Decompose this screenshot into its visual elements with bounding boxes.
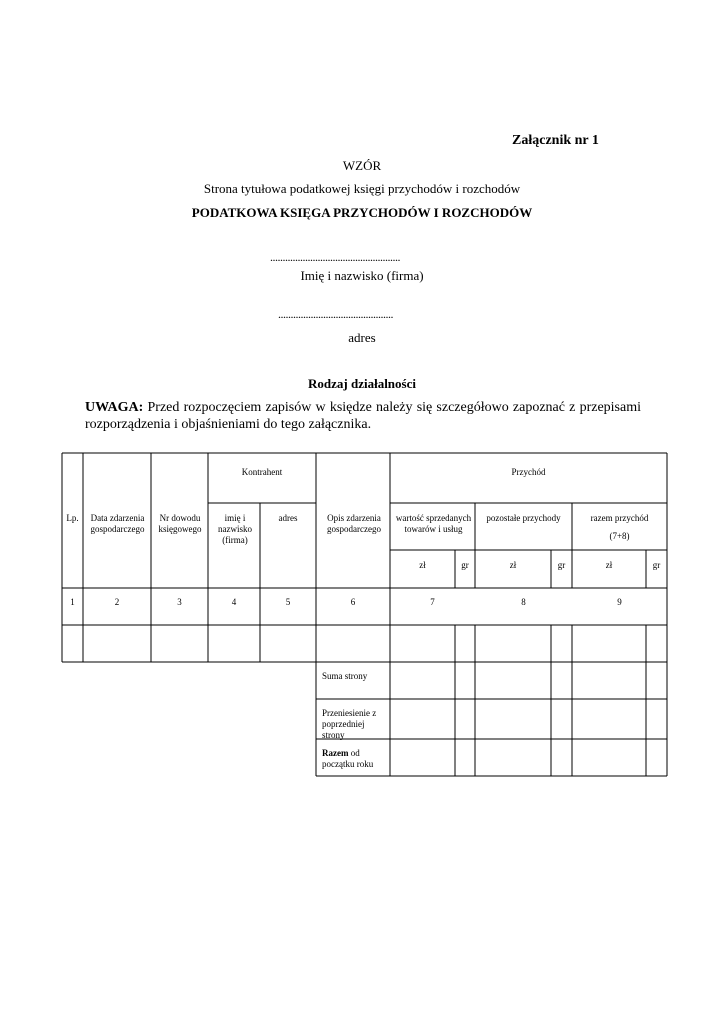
template-label: WZÓR [342, 158, 382, 173]
col-other-income: pozostałe przychody [486, 513, 561, 523]
name-field-line: .................................................... [270, 250, 400, 264]
col-number: 4 [231, 597, 237, 607]
col-number: 5 [285, 597, 291, 607]
name-field-label: Imię i nazwisko (firma) [300, 268, 424, 283]
col-sales-value: wartość sprzedanych towarów i usług [395, 513, 472, 534]
unit-zl: zł [509, 560, 517, 570]
col-contractor-name: imię i nazwisko (firma) [218, 513, 252, 545]
page-subtitle: Strona tytułowa podatkowej księgi przychodów i rozchodów [203, 181, 521, 196]
col-number: 9 [617, 597, 622, 607]
col-number: 2 [114, 597, 120, 607]
col-number: 3 [177, 597, 182, 607]
annex-label: Załącznik nr 1 [512, 133, 599, 148]
col-document-number: Nr dowodu księgowego [158, 513, 202, 534]
row-page-sum: Suma strony [322, 671, 368, 681]
row-carried-forward: Przeniesienie z poprzedniej strony [322, 708, 377, 740]
col-event-date: Data zdarzenia gospodarczego [90, 513, 145, 534]
unit-zl: zł [605, 560, 613, 570]
unit-gr: gr [652, 560, 661, 570]
unit-gr: gr [461, 560, 469, 570]
address-field-label: adres [348, 330, 376, 345]
col-number: 1 [70, 597, 75, 607]
col-total-income: razem przychód [590, 513, 649, 523]
row-year-total-rest: od początku roku [322, 748, 374, 769]
note-lead: UWAGA: [85, 400, 144, 415]
header-kontrahent: Kontrahent [241, 467, 283, 477]
note-text: Przed rozpoczęciem zapisów w księdze należy się szczegółowo zapoznać z przepisami rozporządzenia i objaśnieniami do tego załącznika. [85, 400, 641, 432]
col-number: 7 [430, 597, 435, 607]
col-total-income-formula: (7+8) [609, 531, 630, 541]
row-year-total [322, 748, 388, 770]
unit-gr: gr [557, 560, 566, 570]
activity-type-label: Rodzaj działalności [308, 376, 416, 391]
col-event-description: Opis zdarzenia gospodarczego [327, 513, 381, 534]
col-number: 8 [521, 597, 526, 607]
page-title: PODATKOWA KSIĘGA PRZYCHODÓW I ROZCHODÓW [191, 205, 533, 220]
col-lp: Lp. [66, 513, 79, 523]
header-przychod: Przychód [511, 467, 546, 477]
unit-zl: zł [419, 560, 426, 570]
col-number: 6 [350, 597, 356, 607]
col-contractor-address: adres [278, 513, 298, 523]
row-year-total-bold: Razem [322, 748, 349, 758]
address-field-line: .............................................. [278, 307, 393, 321]
